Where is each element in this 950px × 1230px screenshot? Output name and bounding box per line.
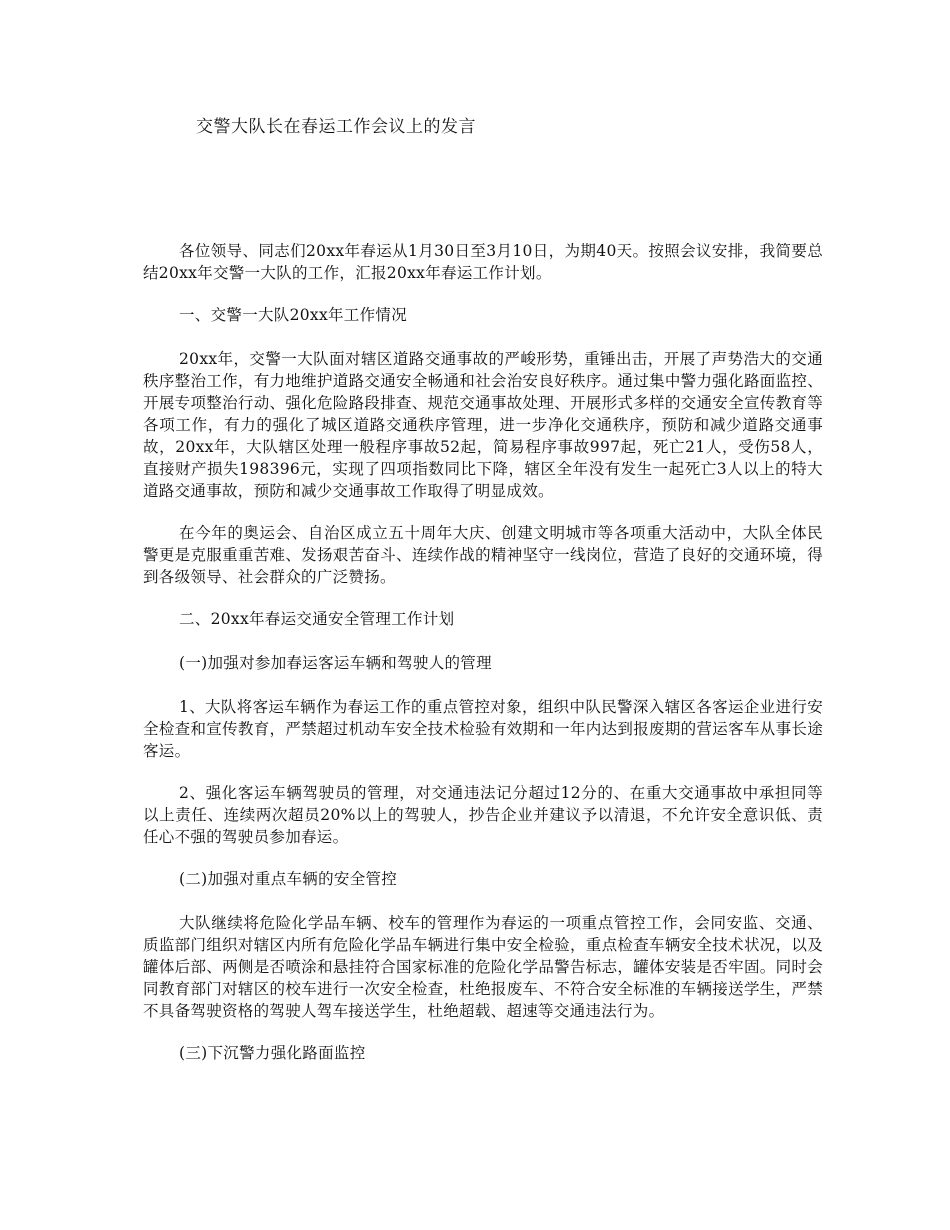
subsection-heading-1: (一)加强对参加春运客运车辆和驾驶人的管理 xyxy=(179,654,492,672)
paragraph-intro: 各位领导、同志们20xx年春运从1月30日至3月10日，为期40天。按照会议安排，我简要总结20xx年交警一大队的工作，汇报20xx年春运工作计划。 xyxy=(143,242,823,282)
section-heading-2: 二、20xx年春运交通安全管理工作计划 xyxy=(179,610,455,628)
paragraph-key-vehicles: 大队继续将危险化学品车辆、校车的管理作为春运的一项重点管控工作，会同安监、交通、质监部门组织对辖区内所有危险化学品车辆进行集中安全检验，重点检查车辆安全技术状况，以及罐体后部、两侧是否喷涂和悬挂符合国家标准的危险化学品警告标志，罐体安装是否牢固。同时会同教育部门对辖区的校车进行一次安全检查，杜绝报废车、不符合安全标准的车辆接送学生，严禁不具备驾驶资格的驾驶人驾车接送学生，杜绝超载、超速等交通违法行为。 xyxy=(143,914,823,1020)
paragraph-work-summary: 20xx年，交警一大队面对辖区道路交通事故的严峻形势，重锤出击，开展了声势浩大的交通秩序整治工作，有力地维护道路交通安全畅通和社会治安良好秩序。通过集中警力强化路面监控、开展专项整治行动、强化危险路段排查、规范交通事故处理、开展形式多样的交通安全宣传教育等各项工作，有力的强化了城区道路交通秩序管理，进一步净化交通秩序，预防和减少道路交通事故，20xx年，大队辖区处理一般程序事故52起，简易程序事故997起，死亡21人，受伤58人，直接财产损失198396元，实现了四项指数同比下降，辖区全年没有发生一起死亡3人以上的特大道路交通事故，预防和减少交通事故工作取得了明显成效。 xyxy=(143,350,823,500)
document-body xyxy=(143,240,823,1086)
section-heading-1: 一、交警一大队20xx年工作情况 xyxy=(179,306,408,324)
subsection-heading-3: (三)下沉警力强化路面监控 xyxy=(179,1044,366,1062)
document-title: 交警大队长在春运工作会议上的发言 xyxy=(196,117,476,137)
subsection-heading-2: (二)加强对重点车辆的安全管控 xyxy=(179,870,398,888)
paragraph-item-2: 2、强化客运车辆驾驶员的管理，对交通违法记分超过12分的、在重大交通事故中承担同等以上责任、连续两次超员20%以上的驾驶人，抄告企业并建议予以清退，不允许安全意识低、责任心不强的驾驶员参加春运。 xyxy=(143,784,823,846)
paragraph-major-events: 在今年的奥运会、自治区成立五十周年大庆、创建文明城市等各项重大活动中，大队全体民警更是克服重重苦难、发扬艰苦奋斗、连续作战的精神坚守一线岗位，营造了良好的交通环境，得到各级领导、社会群众的广泛赞扬。 xyxy=(143,524,823,586)
paragraph-item-1: 1、大队将客运车辆作为春运工作的重点管控对象，组织中队民警深入辖区各客运企业进行安全检查和宣传教育，严禁超过机动车安全技术检验有效期和一年内达到报废期的营运客车从事长途客运。 xyxy=(143,698,823,760)
